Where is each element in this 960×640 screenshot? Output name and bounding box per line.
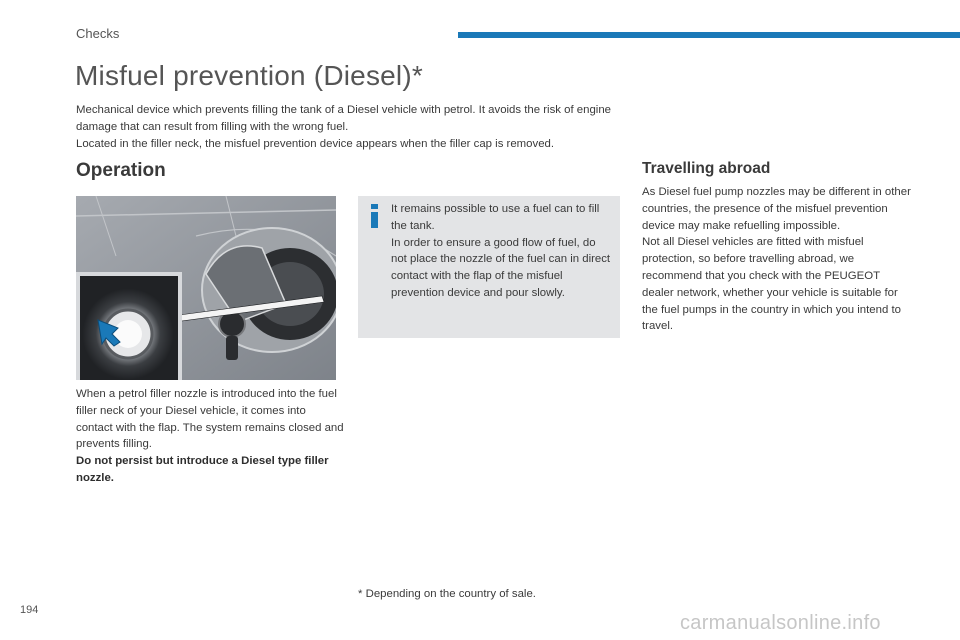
fuel-filler-illustration [76, 196, 336, 380]
operation-body [76, 386, 344, 487]
info-line: It remains possible to use a fuel can to fill the tank. [391, 203, 600, 232]
operation-heading: Operation [76, 160, 166, 181]
operation-paragraph: When a petrol filler nozzle is introduced into the fuel filler neck of your Diesel vehicle, it comes into contact with the flap. The system remains closed and prevents filling. [76, 388, 344, 451]
travel-body [642, 184, 912, 335]
travel-heading: Travelling abroad [642, 160, 771, 177]
page-number: 194 [20, 604, 39, 616]
info-icon [370, 204, 380, 228]
header-rule [458, 32, 960, 38]
travel-paragraph: As Diesel fuel pump nozzles may be different in other countries, the presence of the misfuel prevention device may make refuelling impossible. [642, 186, 911, 232]
travel-paragraph: Not all Diesel vehicles are fitted with misfuel protection, so before travelling abroad, we recommend that you check with the PEUGEOT dealer network, whether your vehicle is suitable for the fuel pumps in the country in which you intend to travel. [642, 236, 901, 333]
intro-paragraph: Mechanical device which prevents filling the tank of a Diesel vehicle with petrol. It avoids the risk of engine damage that can result from filling with the wrong fuel. [76, 104, 612, 133]
operation-instruction: Do not persist but introduce a Diesel type filler nozzle. [76, 455, 329, 484]
watermark: carmanualsonline.info [680, 612, 881, 634]
intro [76, 102, 636, 153]
info-line: In order to ensure a good flow of fuel, do not place the nozzle of the fuel can in direct contact with the flap of the misfuel prevention device and pour slowly. [391, 236, 611, 299]
info-box [358, 196, 620, 338]
section-label: Checks [76, 26, 120, 41]
page-title: Misfuel prevention (Diesel)* [75, 60, 423, 91]
intro-paragraph: Located in the filler neck, the misfuel prevention device appears when the filler cap is removed. [76, 138, 555, 150]
info-text [391, 201, 611, 302]
footnote: * Depending on the country of sale. [358, 588, 536, 600]
